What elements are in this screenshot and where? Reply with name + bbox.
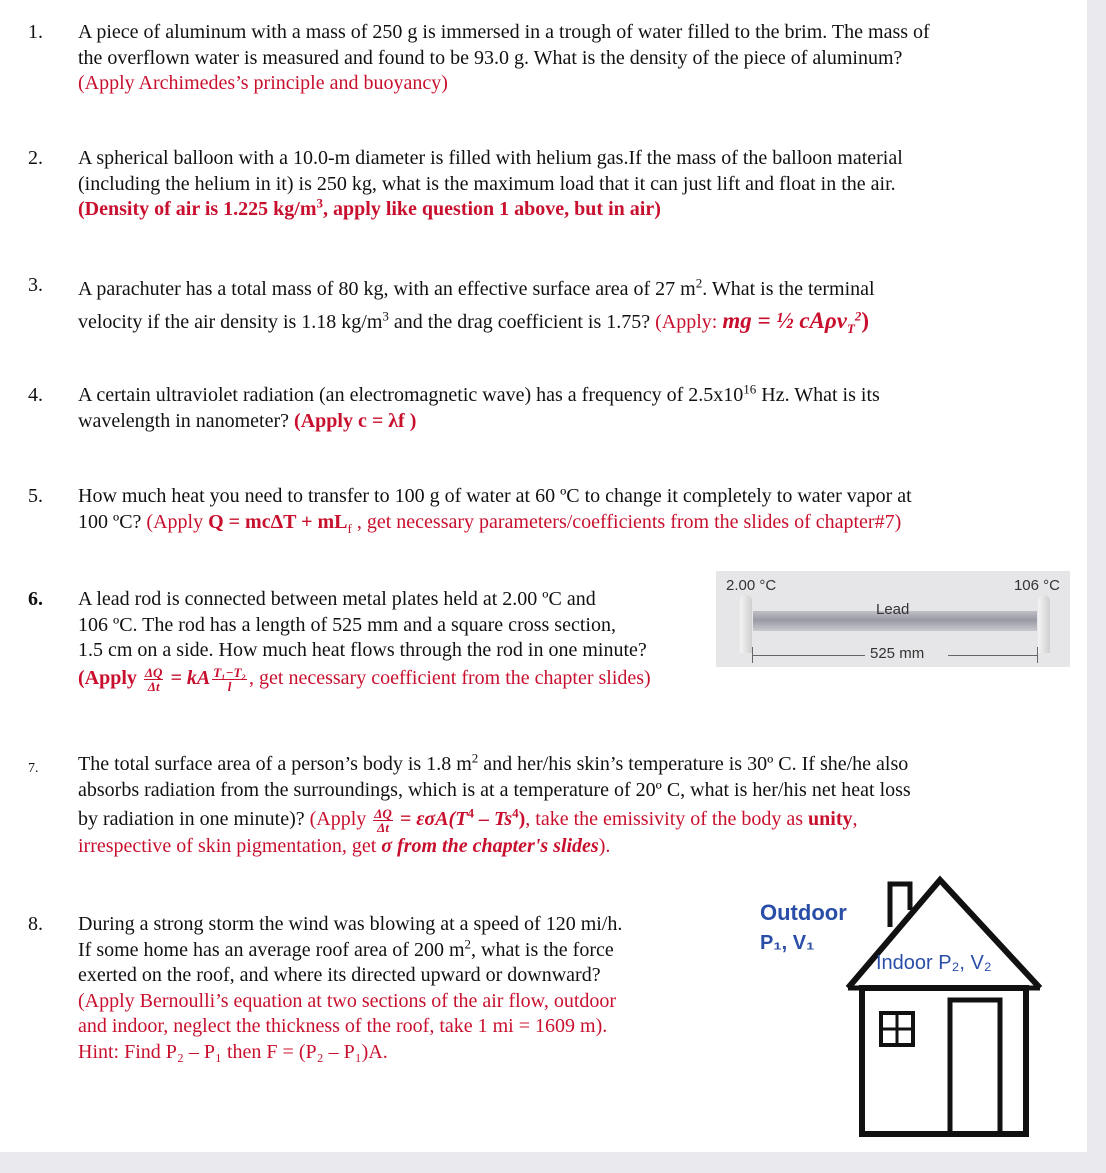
question-text: If some home has an average roof area of 200 $m^2$, what is the force — [78, 935, 614, 961]
question-hint: Hint: Find P₂ – P₁ then F = (P₂ – P₁)A. — [78, 1040, 388, 1063]
outdoor-label: Outdoor — [760, 900, 847, 925]
left-temperature-label: 2.00 °C — [726, 577, 777, 594]
question-hint: (Apply c = λf ) — [294, 409, 417, 432]
question-text: wavelength in nanometer? (Apply c = λf ) — [78, 409, 417, 432]
question-text: 1.5 cm on a side. How much heat flows through the rod in one minute? — [78, 639, 647, 661]
question-text: (including the helium in it) is 250 kg, what is the maximum load that it can just lift and float in the air. — [78, 172, 896, 195]
question-number: 1. — [28, 21, 43, 43]
question-number: 8. — [28, 913, 43, 935]
question-number: 6. — [28, 588, 43, 610]
rod-label: Lead — [876, 601, 910, 618]
question-text: A lead rod is connected between metal plates held at 2.00 ºC and — [78, 588, 596, 610]
left-plate — [740, 595, 752, 653]
lead-rod-figure — [716, 571, 1070, 667]
right-temperature-label: 106 °C — [1013, 577, 1060, 594]
formula: mg = ½ cAρv — [722, 308, 847, 333]
formula: Q = mcΔT + mL — [208, 510, 348, 533]
dimension-tick-left — [752, 647, 753, 663]
dimension-tick-right — [1037, 647, 1038, 663]
question-text: 100 ºC? (Apply $Q = mc\Delta T + mL_f$ , get necessary parameters/coefficients from the slides of chapter#7) — [78, 510, 902, 536]
question-text: 106 ºC. The rod has a length of 525 mm and a square cross section, — [78, 613, 616, 636]
question-text: velocity if the air density is 1.18 $kg/m^3$ and the drag coefficient is 1.75? (Apply: mg = ½ cAρv$_T^2$) — [78, 308, 870, 336]
question-hint: (Apply $\frac{\Delta Q}{\Delta t}$ = kA $\frac{\text{T₁−T₂}}{l}$ , get necessary coefficient from the chapter slides) — [78, 664, 651, 694]
dimension-line-right — [948, 655, 1037, 656]
question-text: by radiation in one minute)? (Apply $\frac{\Delta Q}{\Delta t}$ = $\varepsilon\sigma A(T^4 - Ts^4)$, take the emissivity of the body as unity, — [78, 805, 858, 835]
question-number: 5. — [28, 485, 43, 507]
outdoor-variables-label: P₁, V₁ — [760, 932, 815, 954]
question-hint: (Apply Bernoulli’s equation at two sections of the air flow, outdoor — [78, 989, 617, 1012]
question-text: The total surface area of a person’s body is 1.8 $m^2$ and her/his skin’s temperature is 30º C. If she/he also — [78, 750, 909, 775]
house-figure — [750, 872, 1060, 1142]
question-number: 4. — [28, 384, 43, 406]
house-drawing — [750, 872, 1060, 1142]
question-text: How much heat you need to transfer to 100 g of water at 60 ºC to change it completely to water vapor at — [78, 485, 912, 507]
indoor-label: Indoor P₂, V₂ — [876, 952, 992, 974]
question-text: A piece of aluminum with a mass of 250 g is immersed in a trough of water filled to the brim. The mass of — [78, 21, 930, 43]
question-number: 2. — [28, 147, 43, 169]
question-number: 3. — [28, 274, 43, 296]
question-hint: irrespective of skin pigmentation, get σ from the chapter's slides). — [78, 835, 611, 857]
question-text: A certain ultraviolet radiation (an electromagnetic wave) has a frequency of $2.5x10^{16}$ Hz. What is its — [78, 381, 880, 406]
question-text: A spherical balloon with a 10.0-m diameter is filled with helium gas.If the mass of the balloon material — [78, 147, 903, 169]
question-text: absorbs radiation from the surroundings, which is at a temperature of 20º C, what is her/his net heat loss — [78, 778, 911, 801]
question-text: A parachuter has a total mass of 80 kg, with an effective surface area of 27 $m^2$. What is the terminal — [78, 275, 875, 300]
dimension-line-left — [753, 655, 865, 656]
question-hint: (Apply Archimedes’s principle and buoyancy) — [78, 72, 448, 94]
question-hint: (Density of air is 1.225 $kg/m^3$, apply like question 1 above, but in air) — [78, 195, 661, 220]
question-text: the overflown water is measured and found to be 93.0 g. What is the density of the piece of aluminum? — [78, 46, 903, 69]
question-text: exerted on the roof, and where its directed upward or downward? — [78, 964, 601, 986]
question-number: 7. — [28, 761, 39, 776]
right-plate — [1038, 595, 1050, 653]
question-hint: and indoor, neglect the thickness of the roof, take 1 mi = 1609 m). — [78, 1015, 608, 1037]
length-label: 525 mm — [870, 645, 925, 662]
question-text: During a strong storm the wind was blowing at a speed of 120 mi/h. — [78, 913, 623, 935]
